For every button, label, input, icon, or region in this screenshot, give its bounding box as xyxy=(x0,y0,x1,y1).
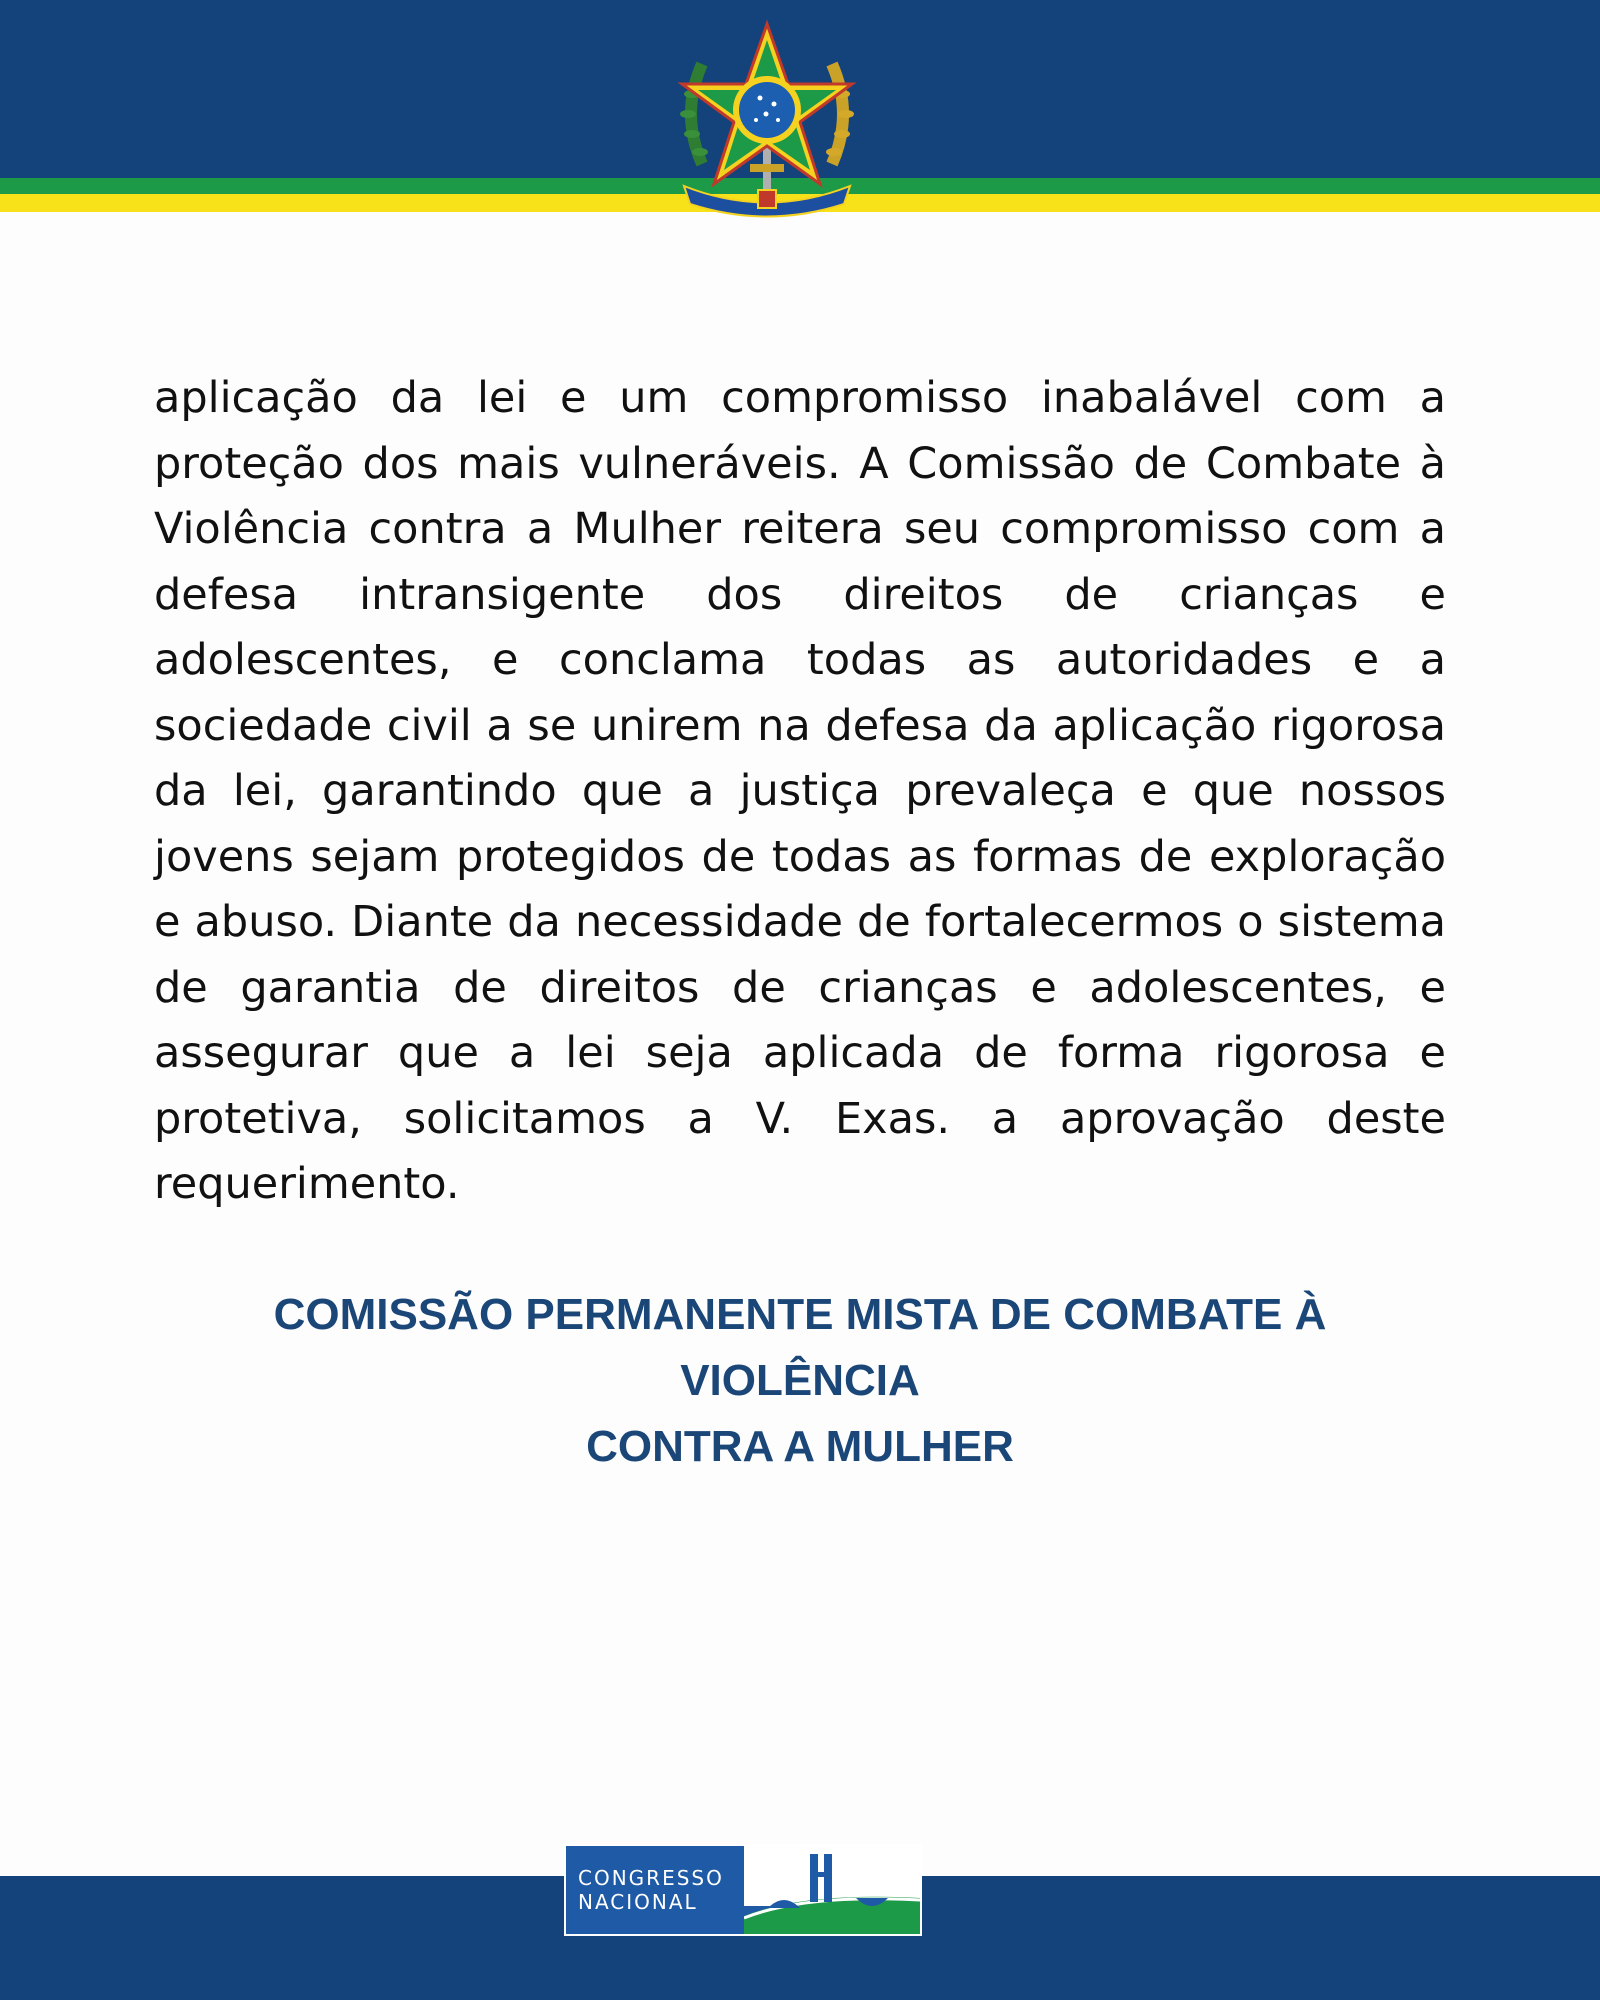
committee-signature xyxy=(154,1282,1446,1480)
signature-line-2: CONTRA A MULHER xyxy=(586,1422,1014,1471)
congress-building-icon xyxy=(744,1846,920,1934)
congresso-nacional-logo xyxy=(564,1844,922,1936)
logo-line-2: NACIONAL xyxy=(578,1890,698,1914)
logo-line-1: CONGRESSO xyxy=(578,1866,724,1890)
coat-of-arms-emblem xyxy=(662,14,872,224)
body-paragraph: aplicação da lei e um compromisso inabalável com a proteção dos mais vulneráveis. A Comissão de Combate à Violência contra a Mulher reitera seu compromisso com a defesa intransigente dos direitos de crianças e adolescentes, e conclama todas as autoridades e a sociedade civil a se unirem na defesa da aplicação rigorosa da lei, garantindo que a justiça prevaleça e que nossos jovens sejam protegidos de todas as formas de exploração e abuso. Diante da necessidade de fortalecermos o sistema de garantia de direitos de crianças e adolescentes, e assegurar que a lei seja aplicada de forma rigorosa e protetiva, solicitamos a V. Exas. a aprovação deste requerimento. xyxy=(154,373,1446,1209)
signature-line-1: COMISSÃO PERMANENTE MISTA DE COMBATE À VIOLÊNCIA xyxy=(273,1290,1327,1405)
logo-text-block xyxy=(566,1846,744,1934)
